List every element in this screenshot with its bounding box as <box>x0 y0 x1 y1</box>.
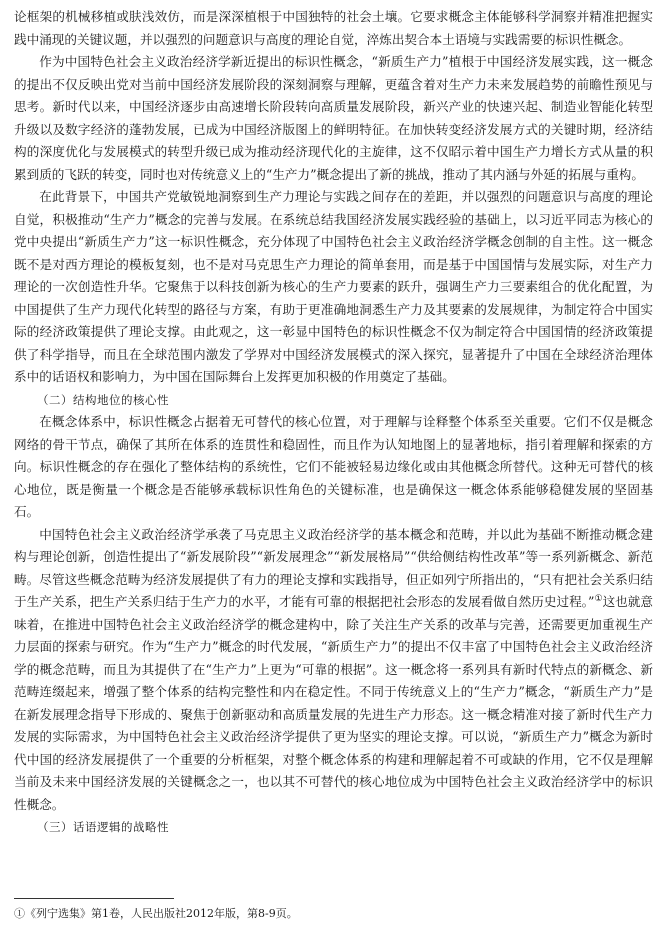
paragraph-continued: 论框架的机械移植或肤浅效仿，而是深深植根于中国独特的社会土壤。它要求概念主体能够科学洞察并精准把握实践中涌现的关键议题，并以强烈的问题意识与高度的理论自觉，淬炼出契合本土语境与实践需要的标识性概念。 <box>14 9 653 47</box>
footnote: ①《列宁选集》第1卷，人民出版社2012年版，第8-9页。 <box>14 907 298 920</box>
footnote-divider <box>14 898 174 899</box>
paragraph <box>14 524 653 817</box>
section-heading: （二）结构地位的核心性 <box>37 392 169 407</box>
section-heading: （三）话语逻辑的战略性 <box>37 820 169 834</box>
paragraph: 在概念体系中，标识性概念占据着无可替代的核心位置，对于理解与诠释整个体系至关重要。它们不仅是概念网络的骨干节点，确保了其所在体系的连贯性和稳固性，而且作为认知地图上的显著地标，指引着理解和探索的方向。标识性概念的存在强化了整体结构的系统性，它们不能被轻易边缘化或由其他概念所替代。这种无可替代的核心地位，既是衡量一个概念是否能够承载标识性角色的关键标准，也是确保这一概念体系能够稳健发展的坚固基石。 <box>14 414 653 519</box>
paragraph-text: 中国特色社会主义政治经济学承袭了马克思主义政治经济学的基本概念和范畴，并以此为基础不断推动概念建构与理论创新，创造性提出了“新发展阶段”“新发展理念”“新发展格局”“供给侧结构性改革”等一系列新概念、新范畴。尽管这些概念范畴为经济发展提供了有力的理论支撑和实践指导，但正如列宁所指出的，“只有把社会关系归结于生产关系，把生产关系归结于生产力的水平，才能有可靠的根据把社会形态的发展看做自然历史过程。” <box>14 526 653 609</box>
paragraph-text: 这也就意味着，在推进中国特色社会主义政治经济学的概念建构中，除了关注生产关系的改革与完善，还需要更加重视生产力层面的探索与研究。作为“生产力”概念的时代发展，“新质生产力”的提出不仅丰富了中国特色社会主义政治经济学的概念范畴，而且为其提供了在“生产力”上更为“可靠的根据”。这一概念将一系列具有新时代特点的新概念、新范畴连缀起来，增强了整个体系的结构完整性和内在稳定性。不同于传统意义上的“生产力”概念，“新质生产力”是在新发展理念指导下形成的、聚焦于创新驱动和高质量发展的先进生产力形态。这一概念精准对接了新时代生产力发展的实际需求，为中国特色社会主义政治经济学提供了更为坚实的理论支撑。可以说，“新质生产力”概念为新时代中国的经济发展提供了一个重要的分析框架，对整个概念体系的构建和理解起着不可或缺的作用，它不仅是理解当前及未来中国经济发展的关键概念之一，也以其不可替代的核心地位成为中国特色社会主义政治经济学中的标识性概念。 <box>14 594 654 812</box>
footnote-reference[interactable]: ① <box>594 593 603 604</box>
article-body <box>14 6 653 839</box>
paragraph: 作为中国特色社会主义政治经济学新近提出的标识性概念，“新质生产力”植根于中国经济发展实践，这一概念的提出不仅反映出党对当前中国经济发展阶段的深刻洞察与理解，更蕴含着对生产力未来发展趋势的前瞻性预见与思考。新时代以来，中国经济逐步由高速增长阶段转向高质量发展阶段，新兴产业的快速兴起、制造业智能化转型升级以及数字经济的蓬勃发展，已成为中国经济版图上的鲜明特征。在加快转变经济发展方式的关键时期，经济结构的深度优化与发展模式的转型升级已成为推动经济现代化的主旋律，这不仅昭示着中国生产力增长方式从量的积累到质的飞跃的转变，同时也对传统意义上的“生产力”概念提出了新的挑战，推动了其内涵与外延的拓展与重构。 <box>14 54 653 182</box>
paragraph: 在此背景下，中国共产党敏锐地洞察到生产力理论与实践之间存在的差距，并以强烈的问题意识与高度的理论自觉，积极推动“生产力”概念的完善与发展。在系统总结我国经济发展实践经验的基础上，以习近平同志为核心的党中央提出“新质生产力”这一标识性概念，充分体现了中国特色社会主义政治经济学概念创制的自主性。这一概念既不是对西方理论的模板复刻，也不是对马克思生产力理论的简单套用，而是基于中国国情与发展实际，对生产力理论的一次创造性升华。它聚焦于以科技创新为核心的生产力要素的跃升，强调生产力三要素组合的优化配置，为中国提供了生产力现代化转型的路径与方案，有助于更准确地洞悉生产力及其要素的发展规律，为制定符合中国实际的经济政策提供了理论支撑。由此观之，这一彰显中国特色的标识性概念不仅为制定符合中国国情的经济政策提供了科学指导，而且在全球范围内激发了学界对中国经济发展模式的深入探究，显著提升了中国在全球经济治理体系中的话语权和影响力，为中国在国际舞台上发挥更加积极的作用奠定了基础。 <box>14 189 653 384</box>
